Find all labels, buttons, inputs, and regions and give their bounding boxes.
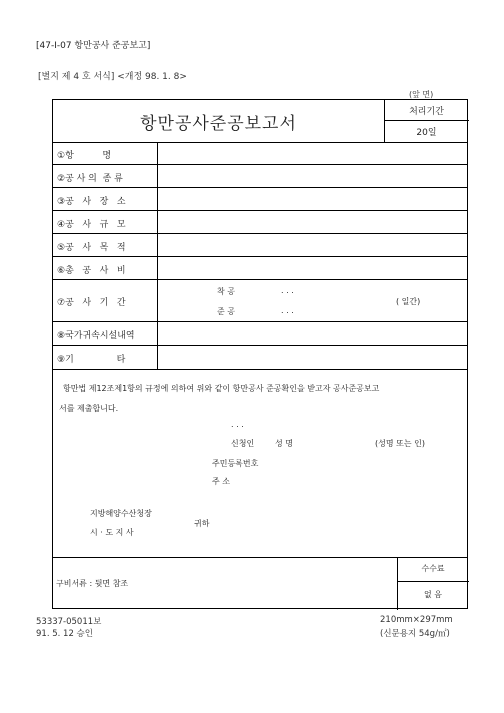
addressee-line-1: 지방해양수산청장 [90,509,152,518]
field-work-purpose: ⑤공 사 목 적 [57,243,126,253]
end-date-dots: . . . [281,306,294,315]
applicant-label: 신청인 [231,439,255,448]
required-docs: 구비서류 : 뒷면 참조 [56,579,129,588]
field-state-facilities: ⑧국가귀속시설내역 [57,331,135,341]
field-total-cost: ⑥총 공 사 비 [57,266,126,276]
field-work-type: ②공 사 의 종 류 [57,174,123,184]
name-label: 성 명 [275,439,293,448]
address-label: 주 소 [212,477,230,486]
form-number: 53337-05011보 [36,617,102,627]
field-work-location: ③공 사 장 소 [57,197,126,207]
fee-label: 수수료 [421,564,445,573]
page-side-label: (앞 면) [409,90,434,99]
report-form [52,99,468,609]
field-work-period: ⑦공 사 기 간 [57,298,126,308]
field-port-name: ①항 명 [57,151,112,161]
addressee-line-2: 시 · 도 지 사 [90,528,134,537]
sign-note: (성명 또는 인) [375,439,425,448]
honorific: 귀하 [194,519,210,528]
statement-line-2: 서를 제출합니다. [59,404,119,413]
resident-number-label: 주민등록번호 [212,459,259,468]
statement-line-1: 항만법 제12조제1항의 규정에 의하여 위와 같이 항만공사 준공확인을 받고자 공사준공보고 [63,384,380,393]
fee-value: 없 음 [424,590,442,599]
paper-size: 210mm×297mm [380,615,453,625]
paper-type: (신문용지 54g/㎡) [380,629,450,639]
processing-period-label: 처리기간 [409,106,444,117]
start-label: 착 공 [217,287,235,296]
end-label: 준 공 [217,307,235,316]
submit-date-dots: . . . [231,420,244,429]
processing-period-value: 20일 [416,127,437,138]
form-code: [47-I-07 항만공사 준공보고] [36,41,151,51]
field-other: ⑨기 타 [57,355,126,365]
annex-label: [별지 제 4 호 서식] <개정 98. 1. 8> [38,72,187,82]
form-title: 항만공사준공보고서 [140,113,297,134]
days-count: ( 일간) [396,297,421,306]
field-work-scale: ④공 사 규 모 [57,220,126,230]
approval-date: 91. 5. 12 승인 [36,629,93,639]
start-date-dots: . . . [281,286,294,295]
